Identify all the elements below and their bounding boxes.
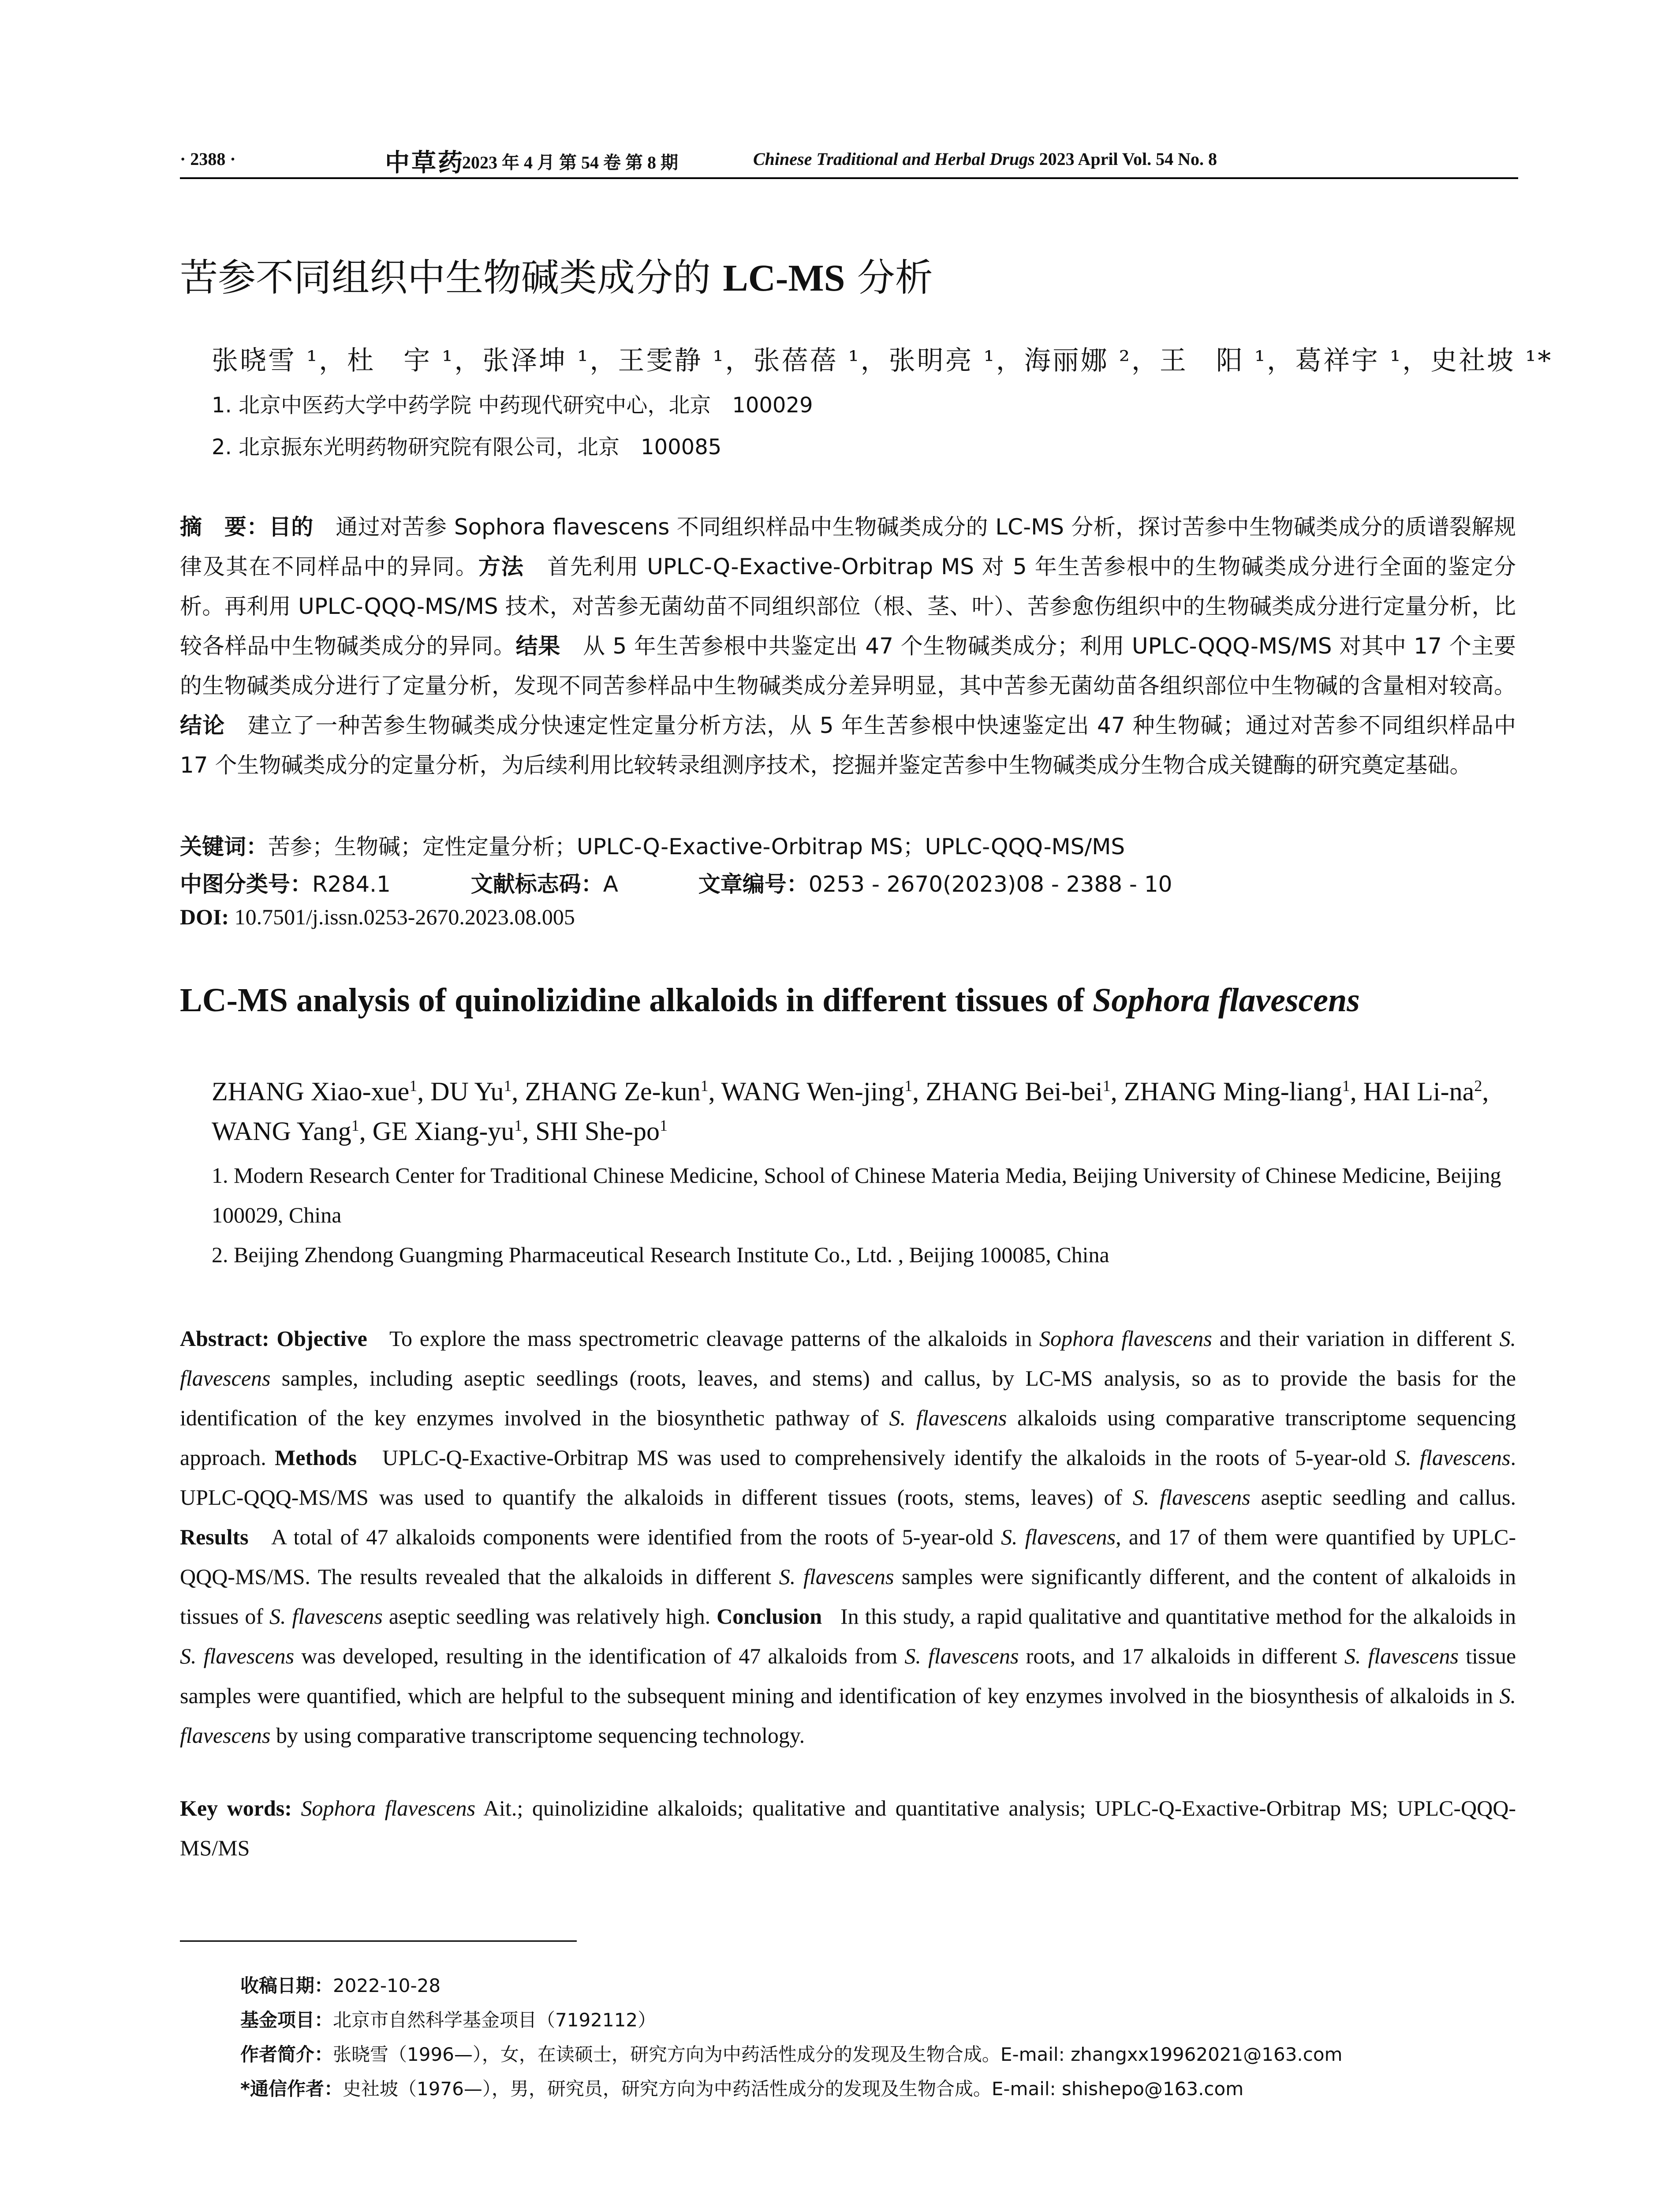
header-rule — [180, 177, 1518, 179]
abstract-en: Abstract: Objective To explore the mass spectrometric cleavage patterns of the alkaloids in Sophora flavescens and their variation in different S. flavescens samples, including aseptic seedlings (roots, leaves, and stems) and callus, by LC-MS analysis, so as to provide the basis for the identification of the key enzymes involved in the biosynthetic pathway of S. flavescens alkaloids using comparative transcriptome sequencing approach. Methods UPLC-Q-Exactive-Orbitrap MS was used to comprehensively identify the alkaloids in the roots of 5-year-old S. flavescens. UPLC-QQQ-MS/MS was used to quantify the alkaloids in different tissues (roots, stems, leaves) of S. flavescens aseptic seedling and callus. Results A total of 47 alkaloids components were identified from the roots of 5-year-old S. flavescens, and 17 of them were quantified by UPLC-QQQ-MS/MS. The results revealed that the alkaloids in different S. flavescens samples were significantly different, and the content of alkaloids in tissues of S. flavescens aseptic seedling was relatively high. Conclusion In this study, a rapid qualitative and quantitative method for the alkaloids in S. flavescens was developed, resulting in the identification of 47 alkaloids from S. flavescens roots, and 17 alkaloids in different S. flavescens tissue samples were quantified, which are helpful to the subsequent mining and identification of key enzymes involved in the biosynthesis of alkaloids in S. flavescens by using comparative transcriptome sequencing technology. — [180, 1326, 1516, 1748]
footnote-corresponding: *通信作者：史社坡（1976—），男，研究员，研究方向为中药活性成分的发现及生物合成。E-mail: shishepo@163.com — [240, 2078, 1244, 2100]
affiliation-cn-2: 2. 北京振东光明药物研究院有限公司，北京 100085 — [212, 435, 722, 460]
title-en: LC-MS analysis of quinolizidine alkaloids in different tissues of Sophora flavescens — [180, 982, 1360, 1019]
abstract-cn: 摘 要：目的 通过对苦参 Sophora flavescens 不同组织样品中生物碱类成分的 LC-MS 分析，探讨苦参中生物碱类成分的质谱裂解规律及其在不同样品中的异同。方法 首先利用 UPLC-Q-Exactive-Orbitrap MS 对 5 年生苦参根中的生物碱类成分进行全面的鉴定分析。再利用 UPLC-QQQ-MS/MS 技术，对苦参无菌幼苗不同组织部位（根、茎、叶）、苦参愈伤组织中的生物碱类成分进行定量分析，比较各样品中生物碱类成分的异同。结果 从 5 年生苦参根中共鉴定出 47 个生物碱类成分；利用 UPLC-QQQ-MS/MS 对其中 17 个主要的生物碱类成分进行了定量分析，发现不同苦参样品中生物碱类成分差异明显，其中苦参无菌幼苗各组织部位中生物碱的含量相对较高。结论 建立了一种苦参生物碱类成分快速定性定量分析方法，从 5 年生苦参根中快速鉴定出 47 种生物碱；通过对苦参不同组织样品中 17 个生物碱类成分的定量分析，为后续利用比较转录组测序技术，挖掘并鉴定苦参中生物碱类成分生物合成关键酶的研究奠定基础。 — [180, 514, 1516, 778]
affiliation-en-2: 2. Beijing Zhendong Guangming Pharmaceutical Research Institute Co., Ltd. , Beijing 100085, China — [212, 1242, 1109, 1267]
footnote-author-bio: 作者简介：张晓雪（1996—），女，在读硕士，研究方向为中药活性成分的发现及生物合成。E-mail: zhangxx19962021@163.com — [240, 2044, 1343, 2065]
doi: DOI: 10.7501/j.issn.0253-2670.2023.08.005 — [180, 904, 575, 929]
issue-cn: 2023 年 4 月 第 54 卷 第 8 期 — [462, 153, 678, 172]
authors-cn: 张晓雪 ¹，杜 宇 ¹，张泽坤 ¹，王雯静 ¹，张蓓蓓 ¹，张明亮 ¹，海丽娜 ²，王 阳 ¹，葛祥宇 ¹，史社坡 ¹* — [212, 345, 1553, 376]
keywords-cn: 关键词：苦参；生物碱；定性定量分析；UPLC-Q-Exactive-Orbitrap MS；UPLC-QQQ-MS/MS — [180, 834, 1125, 860]
title-cn: 苦参不同组织中生物碱类成分的 LC-MS 分析 — [180, 256, 933, 300]
journal-name-en: Chinese Traditional and Herbal Drugs 2023 April Vol. 54 No. 8 — [753, 149, 1217, 169]
journal-name-cn: 中草药 — [385, 149, 464, 177]
classification-line: 中图分类号：R284.1 文献标志码：A 文章编号：0253 - 2670(2023)08 - 2388 - 10 — [180, 871, 1172, 897]
footnote-received: 收稿日期：2022-10-28 — [240, 1975, 441, 1996]
footnote-fund: 基金项目：北京市自然科学基金项目（7192112） — [240, 2009, 657, 2031]
affiliation-en-1: 1. Modern Research Center for Traditional Chinese Medicine, School of Chinese Materia Media, Beijing University of Chinese Medicine, Beijing 100029, China — [212, 1163, 1501, 1227]
footnote-rule — [180, 1940, 577, 1942]
keywords-en: Key words: Sophora flavescens Ait.; quinolizidine alkaloids; qualitative and quantitative analysis; UPLC-Q-Exactive-Orbitrap MS; UPLC-QQQ-MS/MS — [180, 1796, 1516, 1860]
affiliation-cn-1: 1. 北京中医药大学中药学院 中药现代研究中心，北京 100029 — [212, 393, 813, 418]
page-number: · 2388 · — [180, 149, 236, 169]
authors-en: ZHANG Xiao-xue$^1$, DU Yu$^1$, ZHANG Ze-kun$^1$, WANG Wen-jing$^1$, ZHANG Bei-bei$^1$, ZHANG Ming-liang$^1$, HAI $Li-na^2$, WANG Yang$^1$, GE Xiang-$yu^1$, SHI She-$po^1$ — [212, 1077, 1489, 1146]
